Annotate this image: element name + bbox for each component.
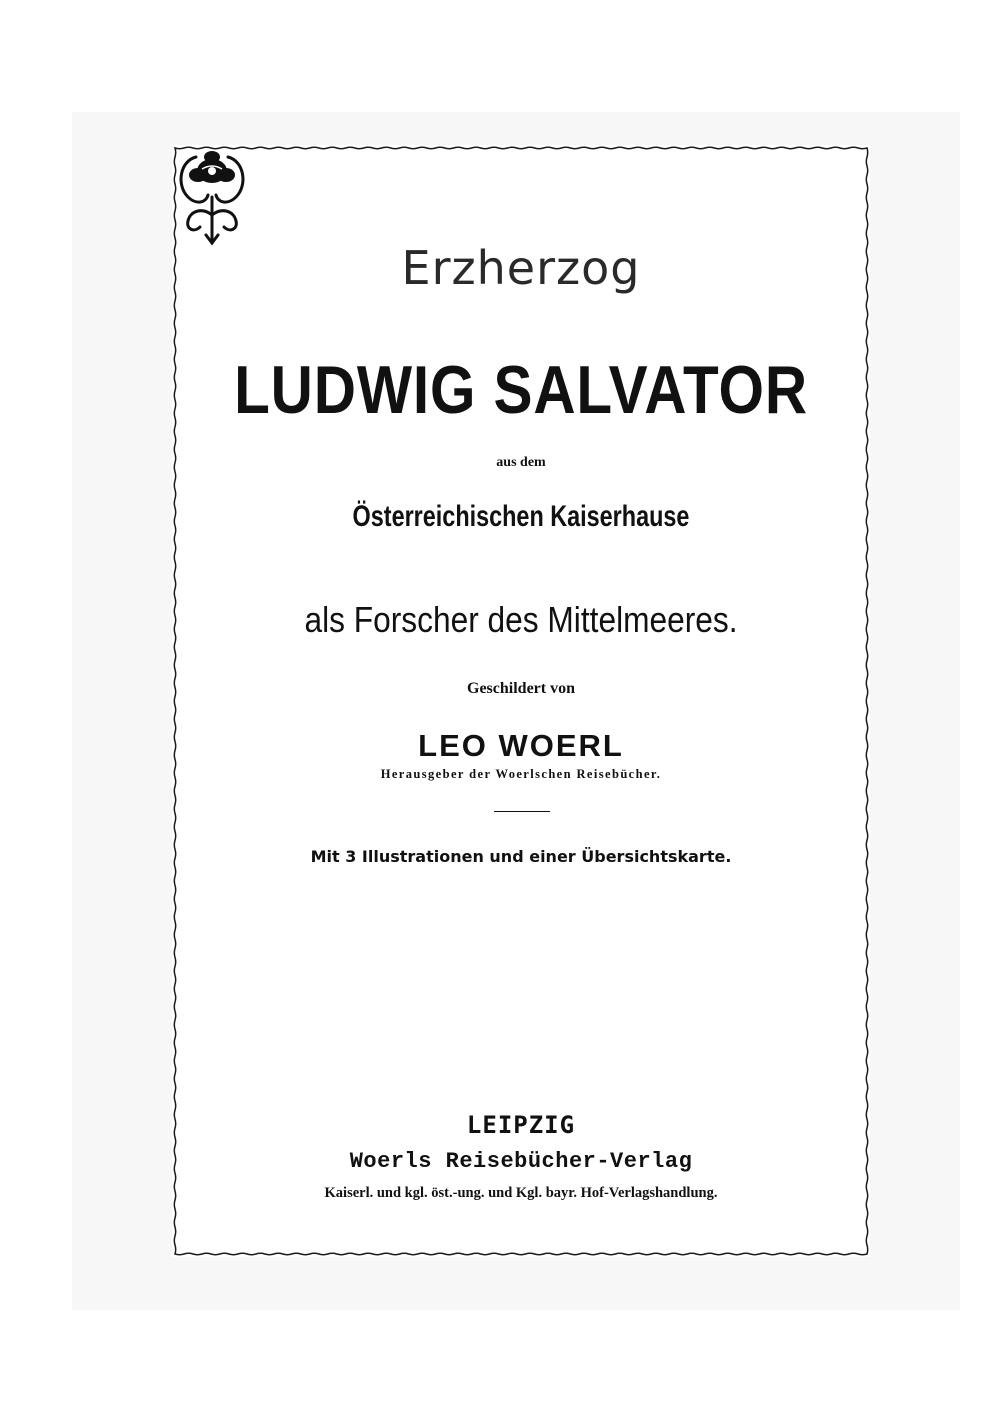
- author-role: Herausgeber der Woerlschen Reisebücher.: [380, 767, 662, 781]
- publisher-note: Kaiserl. und kgl. öst.-ung. und Kgl. bayr. Hof-Verlagshandlung.: [324, 1185, 718, 1201]
- from-line: aus dem: [496, 455, 546, 470]
- wavy-border: [172, 145, 870, 1257]
- main-title-name: LUDWIG SALVATOR: [234, 352, 808, 428]
- author-name: LEO WOERL: [418, 728, 624, 763]
- described-by-line: Geschildert von: [467, 680, 575, 697]
- publisher-city: LEIPZIG: [466, 1111, 576, 1139]
- floral-ornament-icon: [172, 145, 252, 250]
- illustrations-note: Mit 3 Illustrationen und einer Übersichtskarte.: [310, 847, 732, 866]
- divider-rule: [494, 811, 550, 812]
- house-line: Österreichischen Kaiserhause: [352, 500, 690, 533]
- title-prefix: Erzherzog: [401, 241, 641, 295]
- publisher-name: Woerls Reisebücher-Verlag: [349, 1149, 693, 1174]
- subtitle-role: als Forscher des Mittelmeeres.: [304, 599, 738, 640]
- title-page-frame: [172, 145, 870, 1257]
